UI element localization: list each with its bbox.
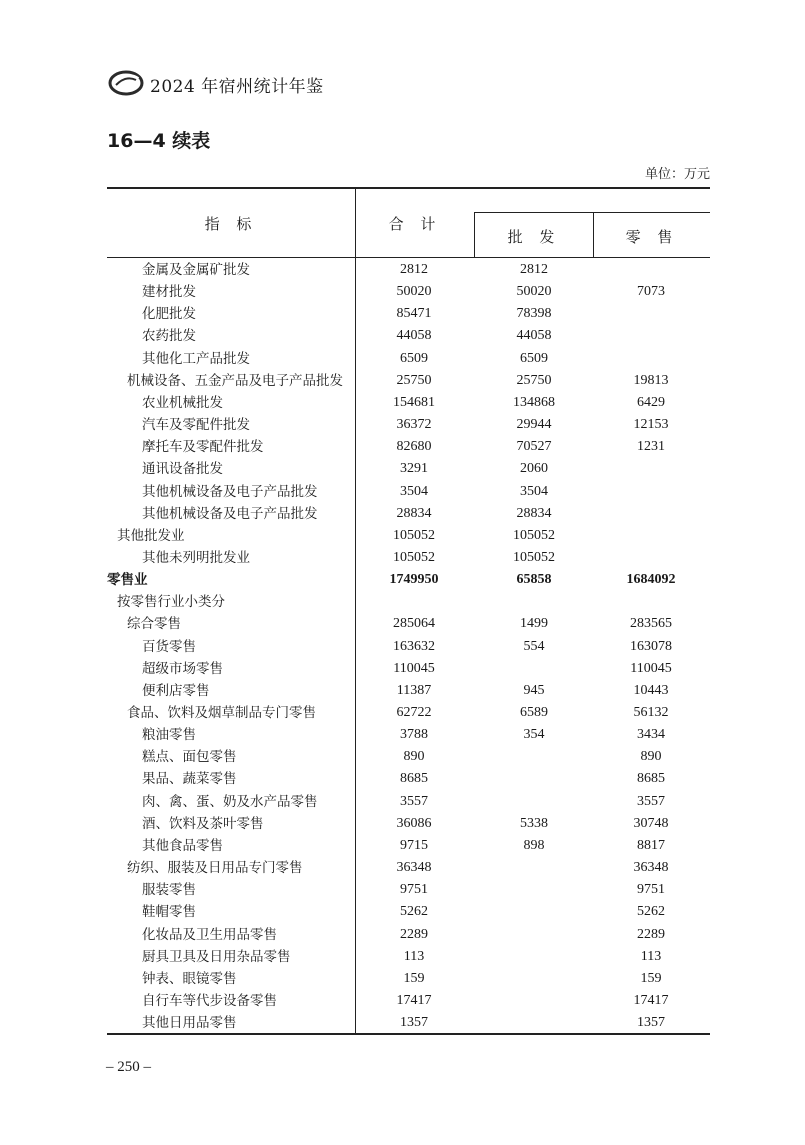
header-bottom-rule — [107, 257, 710, 258]
total-value: 2289 — [400, 926, 428, 942]
retail-value: 159 — [640, 970, 662, 986]
header-total: 合 计 — [388, 215, 442, 233]
total-value: 9715 — [400, 837, 428, 853]
retail-value: 19813 — [633, 372, 669, 388]
table-row — [107, 281, 710, 303]
row-label: 鞋帽零售 — [142, 904, 196, 921]
table-row — [107, 1012, 710, 1034]
retail-value: 10443 — [633, 682, 669, 698]
table-row — [107, 857, 710, 879]
retail-value: 36348 — [633, 860, 669, 876]
total-value: 6509 — [400, 350, 428, 366]
row-label: 农药批发 — [142, 328, 196, 345]
total-value: 11387 — [396, 682, 432, 698]
header-indicator: 指 标 — [204, 215, 258, 233]
table-row — [107, 636, 710, 658]
retail-value: 1357 — [637, 1015, 665, 1031]
wholesale-value: 28834 — [516, 505, 552, 521]
row-label: 其他批发业 — [117, 527, 185, 544]
unit-label: 单位：万元 — [644, 167, 710, 182]
table-row — [107, 547, 710, 569]
wholesale-value: 945 — [523, 682, 545, 698]
wholesale-value: 44058 — [516, 328, 552, 344]
row-label: 超级市场零售 — [142, 660, 223, 677]
row-label: 厨具卫具及日用杂品零售 — [142, 948, 291, 965]
total-value: 25750 — [396, 372, 432, 388]
row-label: 按零售行业小类分 — [117, 594, 225, 611]
wholesale-value: 554 — [523, 638, 545, 654]
row-label: 农业机械批发 — [142, 394, 223, 411]
total-value: 36372 — [396, 417, 432, 433]
row-label: 零售业 — [107, 572, 148, 589]
row-label: 其他化工产品批发 — [142, 350, 250, 367]
total-value: 62722 — [396, 705, 432, 720]
row-label: 百货零售 — [142, 638, 196, 655]
table-row — [107, 901, 710, 923]
retail-value: 9751 — [637, 882, 665, 898]
table-row — [107, 370, 710, 392]
table-row — [107, 946, 710, 968]
row-label: 食品、饮料及烟草制品专门零售 — [127, 705, 316, 721]
table-row — [107, 768, 710, 790]
table-row — [107, 525, 710, 547]
retail-value: 1231 — [637, 439, 665, 455]
retail-value: 113 — [640, 948, 662, 964]
book-title: 2024 年宿州统计年鉴 — [150, 77, 324, 97]
table-row — [107, 835, 710, 857]
total-value: 36086 — [396, 815, 432, 831]
retail-value: 17417 — [633, 992, 669, 1008]
table-row — [107, 702, 710, 724]
total-value: 890 — [403, 749, 425, 765]
row-label: 化肥批发 — [142, 306, 196, 323]
retail-value: 890 — [640, 749, 662, 765]
wholesale-value: 898 — [523, 837, 545, 853]
row-label: 建材批发 — [142, 284, 196, 301]
total-value: 85471 — [396, 306, 432, 322]
retail-value: 8817 — [637, 837, 665, 853]
total-value: 28834 — [396, 505, 432, 521]
table-row — [107, 303, 710, 325]
retail-value: 7073 — [637, 284, 665, 300]
table-row — [107, 569, 710, 591]
total-value: 9751 — [400, 882, 428, 898]
row-label: 果品、蔬菜零售 — [142, 771, 237, 788]
header-retail: 零 售 — [625, 228, 679, 246]
row-label: 糕点、面包零售 — [142, 749, 237, 766]
subheader-rule — [474, 212, 710, 213]
row-label: 钟表、眼镜零售 — [142, 970, 237, 987]
table-row — [107, 259, 710, 281]
total-value: 44058 — [396, 328, 432, 344]
total-value: 285064 — [393, 616, 435, 632]
table-row — [107, 680, 710, 702]
table-title: 16—4 续表 — [107, 130, 211, 152]
total-value: 163632 — [393, 638, 435, 654]
wholesale-value: 2812 — [520, 262, 548, 277]
row-label: 纺织、服装及日用品专门零售 — [127, 860, 303, 877]
row-label: 通讯设备批发 — [142, 461, 223, 478]
wholesale-value: 25750 — [516, 372, 552, 388]
table-row — [107, 458, 710, 480]
total-value: 3557 — [400, 793, 428, 809]
total-value: 5262 — [400, 904, 428, 920]
table-row — [107, 392, 710, 414]
row-label: 服装零售 — [142, 882, 196, 899]
table-row — [107, 724, 710, 746]
table-row — [107, 591, 710, 613]
row-label: 便利店零售 — [142, 682, 210, 699]
row-label: 化妆品及卫生用品零售 — [142, 926, 277, 943]
total-value: 105052 — [393, 549, 435, 565]
total-value: 3504 — [400, 483, 428, 499]
wholesale-value: 6509 — [520, 350, 548, 366]
table-row — [107, 791, 710, 813]
total-value: 1357 — [400, 1015, 428, 1031]
table-row — [107, 658, 710, 680]
table-row — [107, 990, 710, 1012]
total-value: 1749950 — [389, 572, 439, 588]
row-label: 其他机械设备及电子产品批发 — [142, 483, 318, 500]
row-label: 自行车等代步设备零售 — [142, 992, 277, 1009]
table-row — [107, 746, 710, 768]
total-value: 159 — [403, 970, 425, 986]
total-value: 50020 — [396, 284, 432, 300]
row-label: 综合零售 — [127, 616, 181, 633]
wholesale-value: 2060 — [520, 461, 548, 477]
total-value: 113 — [403, 948, 425, 964]
total-value: 3291 — [400, 461, 428, 477]
total-value: 17417 — [396, 992, 432, 1008]
retail-value: 30748 — [633, 815, 669, 831]
table-top-rule — [107, 187, 710, 189]
wholesale-value: 6589 — [520, 705, 548, 720]
wholesale-value: 5338 — [520, 815, 548, 831]
total-value: 36348 — [396, 860, 432, 876]
yearbook-logo-icon — [108, 69, 144, 97]
retail-value: 5262 — [637, 904, 665, 920]
retail-value: 8685 — [637, 771, 665, 787]
row-label: 其他未列明批发业 — [142, 549, 250, 566]
wholesale-value: 1499 — [520, 616, 548, 632]
header-wholesale: 批 发 — [507, 228, 561, 246]
wholesale-value: 65858 — [516, 572, 552, 588]
table-row — [107, 436, 710, 458]
retail-value: 3434 — [637, 727, 665, 743]
row-label: 汽车及零配件批发 — [142, 417, 250, 434]
page-number: – 250 – — [106, 1059, 151, 1075]
retail-value: 3557 — [637, 793, 665, 809]
table-row — [107, 348, 710, 370]
retail-value: 163078 — [630, 638, 672, 654]
retail-value: 12153 — [633, 417, 669, 433]
row-label: 机械设备、五金产品及电子产品批发 — [127, 372, 343, 389]
total-value: 110045 — [393, 660, 435, 676]
table-row — [107, 325, 710, 347]
total-value: 105052 — [393, 527, 435, 543]
wholesale-value: 3504 — [520, 483, 548, 499]
table-row — [107, 613, 710, 635]
total-value: 82680 — [396, 439, 432, 455]
total-value: 154681 — [393, 394, 435, 410]
row-label: 其他机械设备及电子产品批发 — [142, 505, 318, 522]
total-value: 8685 — [400, 771, 428, 787]
retail-value: 56132 — [633, 705, 669, 720]
row-label: 其他食品零售 — [142, 837, 223, 854]
retail-value: 110045 — [630, 660, 672, 676]
row-label: 粮油零售 — [142, 727, 196, 744]
table-row — [107, 813, 710, 835]
table-row — [107, 414, 710, 436]
retail-value: 283565 — [630, 616, 672, 632]
retail-value: 2289 — [637, 926, 665, 942]
table-row — [107, 968, 710, 990]
wholesale-value: 105052 — [513, 527, 555, 543]
wholesale-value: 70527 — [516, 439, 552, 455]
total-value: 2812 — [400, 262, 428, 277]
wholesale-value: 134868 — [513, 394, 555, 410]
retail-value: 6429 — [637, 394, 665, 410]
wholesale-value: 78398 — [516, 306, 552, 322]
row-label: 肉、禽、蛋、奶及水产品零售 — [142, 793, 318, 810]
table-row — [107, 924, 710, 946]
table-row — [107, 481, 710, 503]
row-label: 摩托车及零配件批发 — [142, 439, 264, 456]
row-label: 酒、饮料及茶叶零售 — [142, 815, 264, 832]
table-row — [107, 879, 710, 901]
row-label: 其他日用品零售 — [142, 1015, 237, 1032]
wholesale-value: 105052 — [513, 549, 555, 565]
total-value: 3788 — [400, 727, 428, 743]
wholesale-value: 50020 — [516, 284, 552, 300]
wholesale-value: 354 — [523, 727, 545, 743]
retail-value: 1684092 — [626, 572, 676, 588]
wholesale-value: 29944 — [516, 417, 552, 433]
row-label: 金属及金属矿批发 — [142, 262, 250, 278]
table-row — [107, 503, 710, 525]
